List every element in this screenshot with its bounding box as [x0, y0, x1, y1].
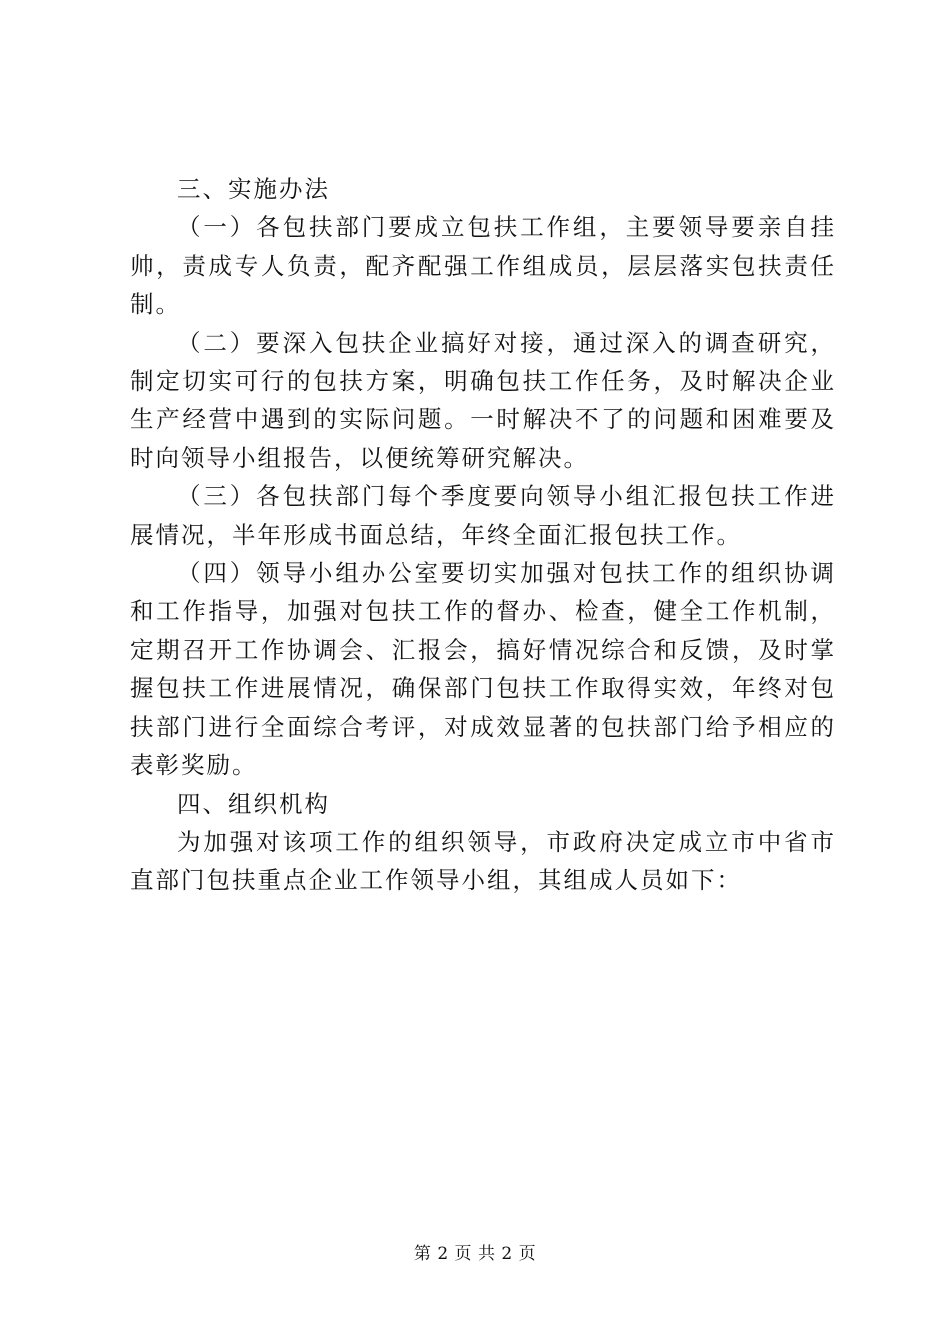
document-body: [130, 170, 836, 900]
paragraph-item-4: （四）领导小组办公室要切实加强对包扶工作的组织协调和工作指导，加强对包扶工作的督办、检查，健全工作机制，定期召开工作协调会、汇报会，搞好情况综合和反馈，及时掌握包扶工作进展情况，确保部门包扶工作取得实效，年终对包扶部门进行全面综合考评，对成效显著的包扶部门给予相应的表彰奖励。: [130, 559, 836, 780]
section-heading-organization: 四、组织机构: [177, 789, 330, 818]
section-heading-implementation: 三、实施办法: [177, 175, 330, 203]
paragraph-item-3: （三）各包扶部门每个季度要向领导小组汇报包扶工作进展情况，半年形成书面总结，年终全面汇报包扶工作。: [130, 482, 836, 549]
paragraph-item-1: （一）各包扶部门要成立包扶工作组，主要领导要亲自挂帅，责成专人负责，配齐配强工作组成员，层层落实包扶责任制。: [130, 213, 836, 319]
paragraph-organization: 为加强对该项工作的组织领导，市政府决定成立市中省市直部门包扶重点企业工作领导小组，其组成人员如下：: [130, 827, 836, 895]
page-footer: 第 2 页 共 2 页: [413, 1244, 537, 1264]
paragraph-item-2: （二）要深入包扶企业搞好对接，通过深入的调查研究，制定切实可行的包扶方案，明确包扶工作任务，及时解决企业生产经营中遇到的实际问题。一时解决不了的问题和困难要及时向领导小组报告，以便统筹研究解决。: [130, 328, 836, 472]
